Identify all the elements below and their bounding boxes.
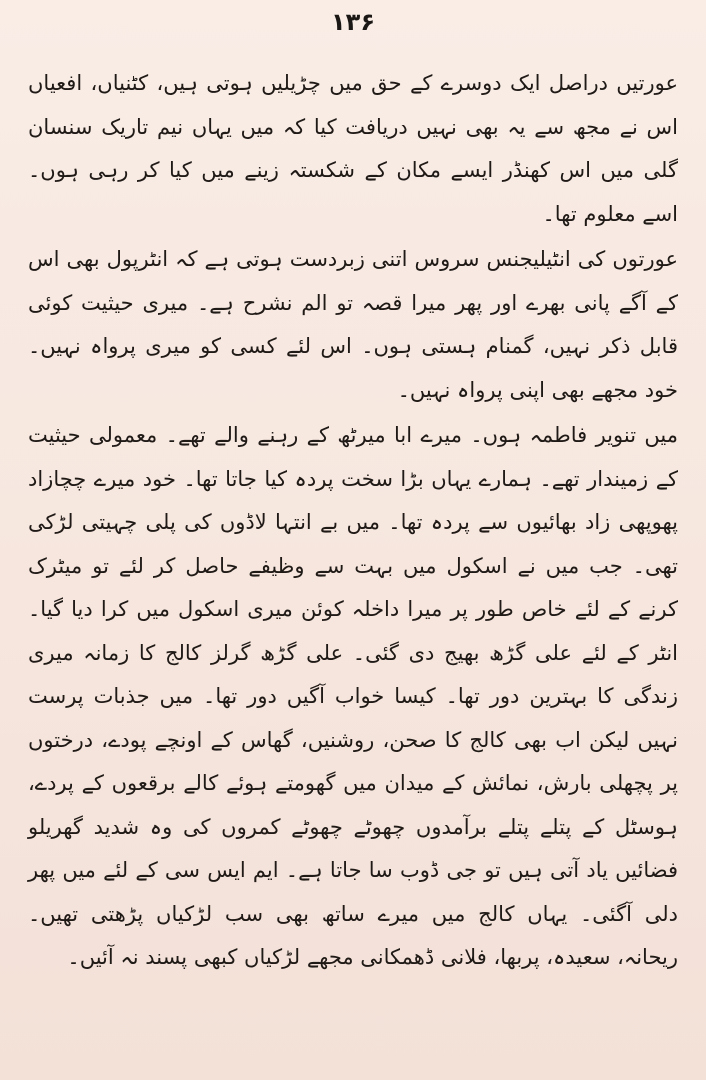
body-text	[28, 62, 678, 980]
paragraph-3: میں تنویر فاطمہ ہوں۔ میرے ابا میرٹھ کے رہنے والے تھے۔ معمولی حیثیت کے زمیندار تھے۔ ہمارے یہاں بڑا سخت پردہ کیا جاتا تھا۔ خود میرے چچازاد پھوپھی زاد بھائیوں سے پردہ تھا۔ میں بے انتہا لاڈوں کی پلی چہیتی لڑکی تھی۔ جب میں نے اسکول میں بہت سے وظیفے حاصل کر لئے تو میٹرک کرنے کے لئے خاص طور پر میرا داخلہ کوئن میری اسکول میں کرا دیا گیا۔ انٹر کے لئے علی گڑھ بھیج دی گئی۔ علی گڑھ گرلز کالج کا زمانہ میری زندگی کا بہترین دور تھا۔ کیسا خواب آگیں دور تھا۔ میں جذبات پرست نہیں لیکن اب بھی کالج کا صحن، روشنیں، گھاس کے اونچے پودے، درختوں پر پچھلی بارش، نمائش کے میدان میں گھومتے ہوئے کالے برقعوں کے پردے، ہوسٹل کے پتلے پتلے برآمدوں چھوٹے چھوٹے کمروں کی وہ شدید گھریلو فضائیں یاد آتی ہیں تو جی ڈوب سا جاتا ہے۔ ایم ایس سی کے لئے میں پھر دلی آگئی۔ یہاں کالج میں میرے ساتھ بھی سب لڑکیاں پڑھتی تھیں۔ ریحانہ، سعیدہ، پربھا، فلانی ڈھمکانی مجھے لڑکیاں کبھی پسند نہ آئیں۔	[28, 423, 678, 969]
paragraph-2: عورتوں کی انٹیلیجنس سروس اتنی زبردست ہوتی ہے کہ انٹرپول بھی اس کے آگے پانی بھرے اور پھر میرا قصہ تو الم نشرح ہے۔ میری حیثیت کوئی قابل ذکر نہیں، گمنام ہستی ہوں۔ اس لئے کسی کو میری پرواہ نہیں۔ خود مجھے بھی اپنی پرواہ نہیں۔	[28, 247, 678, 402]
page-number: ۱۳۶	[331, 8, 375, 36]
paragraph-1: عورتیں دراصل ایک دوسرے کے حق میں چڑیلیں ہوتی ہیں، کٹنیاں، افعیاں اس نے مجھ سے یہ بھی نہیں دریافت کیا کہ میں یہاں نیم تاریک سنسان گلی میں اس کھنڈر ایسے مکان کے شکستہ زینے میں کیا کر رہی ہوں۔ اسے معلوم تھا۔	[28, 71, 678, 226]
